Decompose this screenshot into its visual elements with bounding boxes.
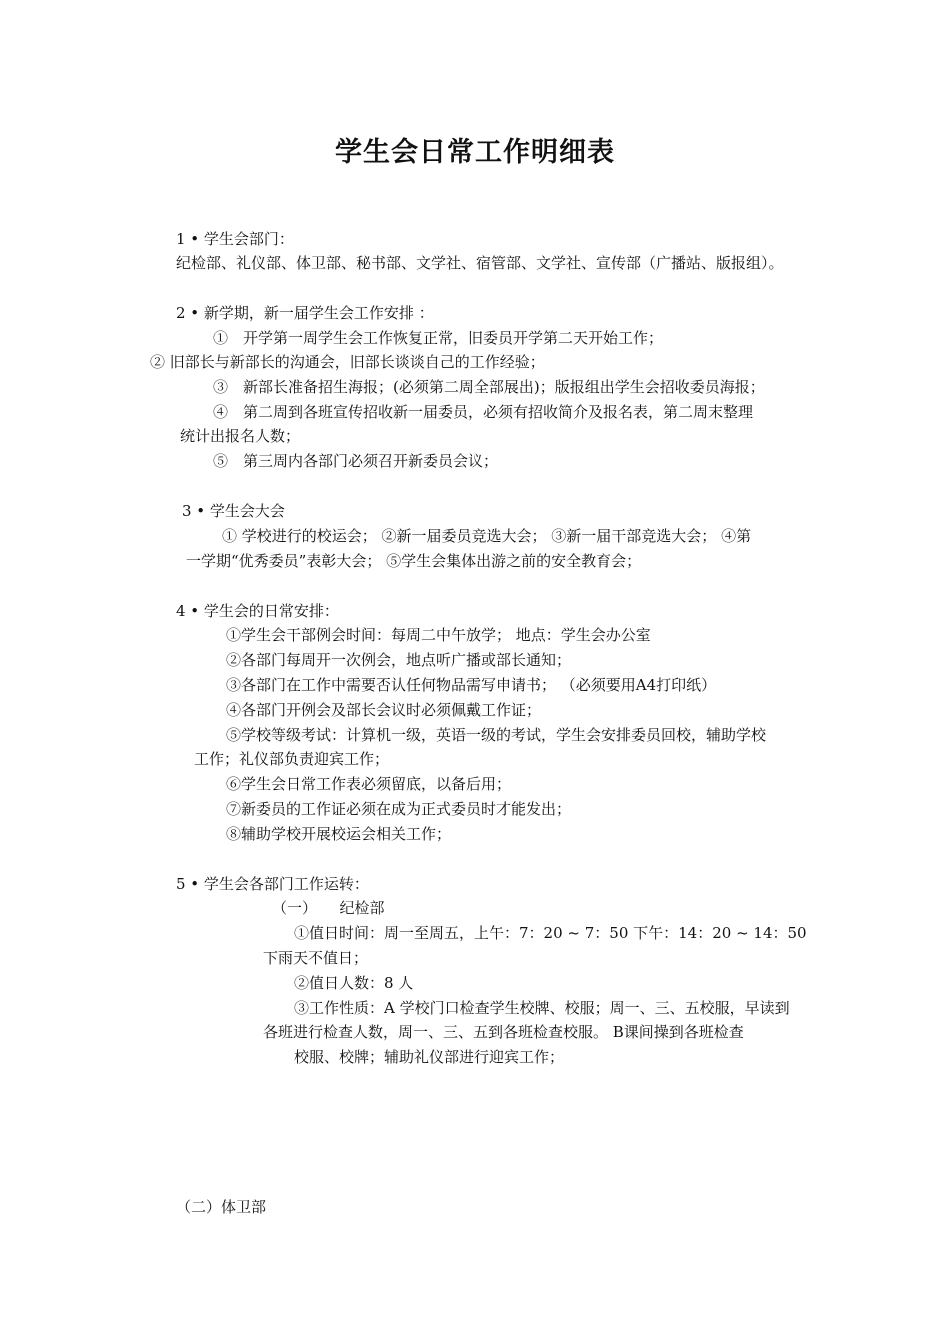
page-title: 学生会日常工作明细表	[335, 137, 615, 168]
section-4-item-3: ③各部门在工作中需要否认任何物品需写申请书； （必须要用A4打印纸）	[226, 676, 717, 694]
subsection-2-heading: （二）体卫部	[176, 1198, 267, 1216]
section-4-item-6: ⑥学生会日常工作表必须留底，以备后用；	[226, 775, 512, 793]
section-2-item-5: ⑤ 第三周内各部门必须召开新委员会议；	[213, 452, 499, 470]
subsection-1-item-1: ①值日时间：周一至周五，上午：7：20 ~ 7：50 下午：14：20 ~ 14：50	[294, 924, 807, 942]
subsection-1-heading: （一） 纪检部	[272, 899, 385, 917]
section-2-item-2: ② 旧部长与新部长的沟通会，旧部长谈谈自己的工作经验；	[150, 353, 545, 371]
section-4-item-2: ②各部门每周开一次例会，地点听广播或部长通知；	[226, 651, 572, 669]
subsection-1-item-3-cont-2: 校服、校牌；辅助礼仪部进行迎宾工作；	[294, 1048, 565, 1066]
section-4-item-5-cont: 工作；礼仪部负责迎宾工作；	[194, 750, 390, 768]
section-1-body: 纪检部、礼仪部、体卫部、秘书部、文学社、宿管部、文学社、宣传部（广播站、版报组）。	[176, 254, 784, 272]
section-3-line-1: ① 学校进行的校运会； ②新一届委员竞选大会； ③新一届干部竞选大会； ④第	[222, 527, 752, 545]
section-4-item-1: ①学生会干部例会时间：每周二中午放学； 地点：学生会办公室	[226, 626, 651, 644]
section-4-item-5: ⑤学校等级考试：计算机一级，英语一级的考试，学生会安排委员回校，辅助学校	[226, 726, 767, 744]
section-3-heading: 3 • 学生会大会	[182, 502, 285, 520]
section-4-item-8: ⑧辅助学校开展校运会相关工作；	[226, 825, 452, 843]
section-2-item-4-cont: 统计出报名人数；	[180, 427, 301, 445]
section-4-item-4: ④各部门开例会及部长会议时必须佩戴工作证；	[226, 701, 542, 719]
section-5-heading: 5 • 学生会各部门工作运转：	[176, 875, 369, 893]
section-2-item-1: ① 开学第一周学生会工作恢复正常，旧委员开学第二天开始工作；	[213, 329, 664, 347]
section-2-item-4: ④ 第二周到各班宣传招收新一届委员，必须有招收简介及报名表，第二周末整理	[213, 403, 754, 421]
section-2-heading: 2 • 新学期，新一届学生会工作安排 ：	[176, 304, 434, 322]
section-4-item-7: ⑦新委员的工作证必须在成为正式委员时才能发出；	[226, 800, 572, 818]
subsection-1-item-2: ②值日人数：8 人	[294, 974, 414, 992]
section-3-line-2: 一学期“优秀委员”表彰大会； ⑤学生会集体出游之前的安全教育会；	[186, 552, 642, 570]
section-4-heading: 4 • 学生会的日常安排：	[176, 602, 339, 620]
subsection-1-item-3: ③工作性质：A 学校门口检查学生校牌、校服；周一、三、五校服，早读到	[294, 999, 790, 1017]
subsection-1-item-3-cont: 各班进行检查人数，周一、三、五到各班检查校服。 B课间操到各班检查	[263, 1023, 744, 1041]
subsection-1-item-1-cont: 下雨天不值日；	[263, 949, 369, 967]
section-1-heading: 1 • 学生会部门：	[176, 230, 294, 248]
section-2-item-3: ③ 新部长准备招生海报；(必须第二周全部展出)；版报组出学生会招收委员海报；	[213, 378, 765, 396]
